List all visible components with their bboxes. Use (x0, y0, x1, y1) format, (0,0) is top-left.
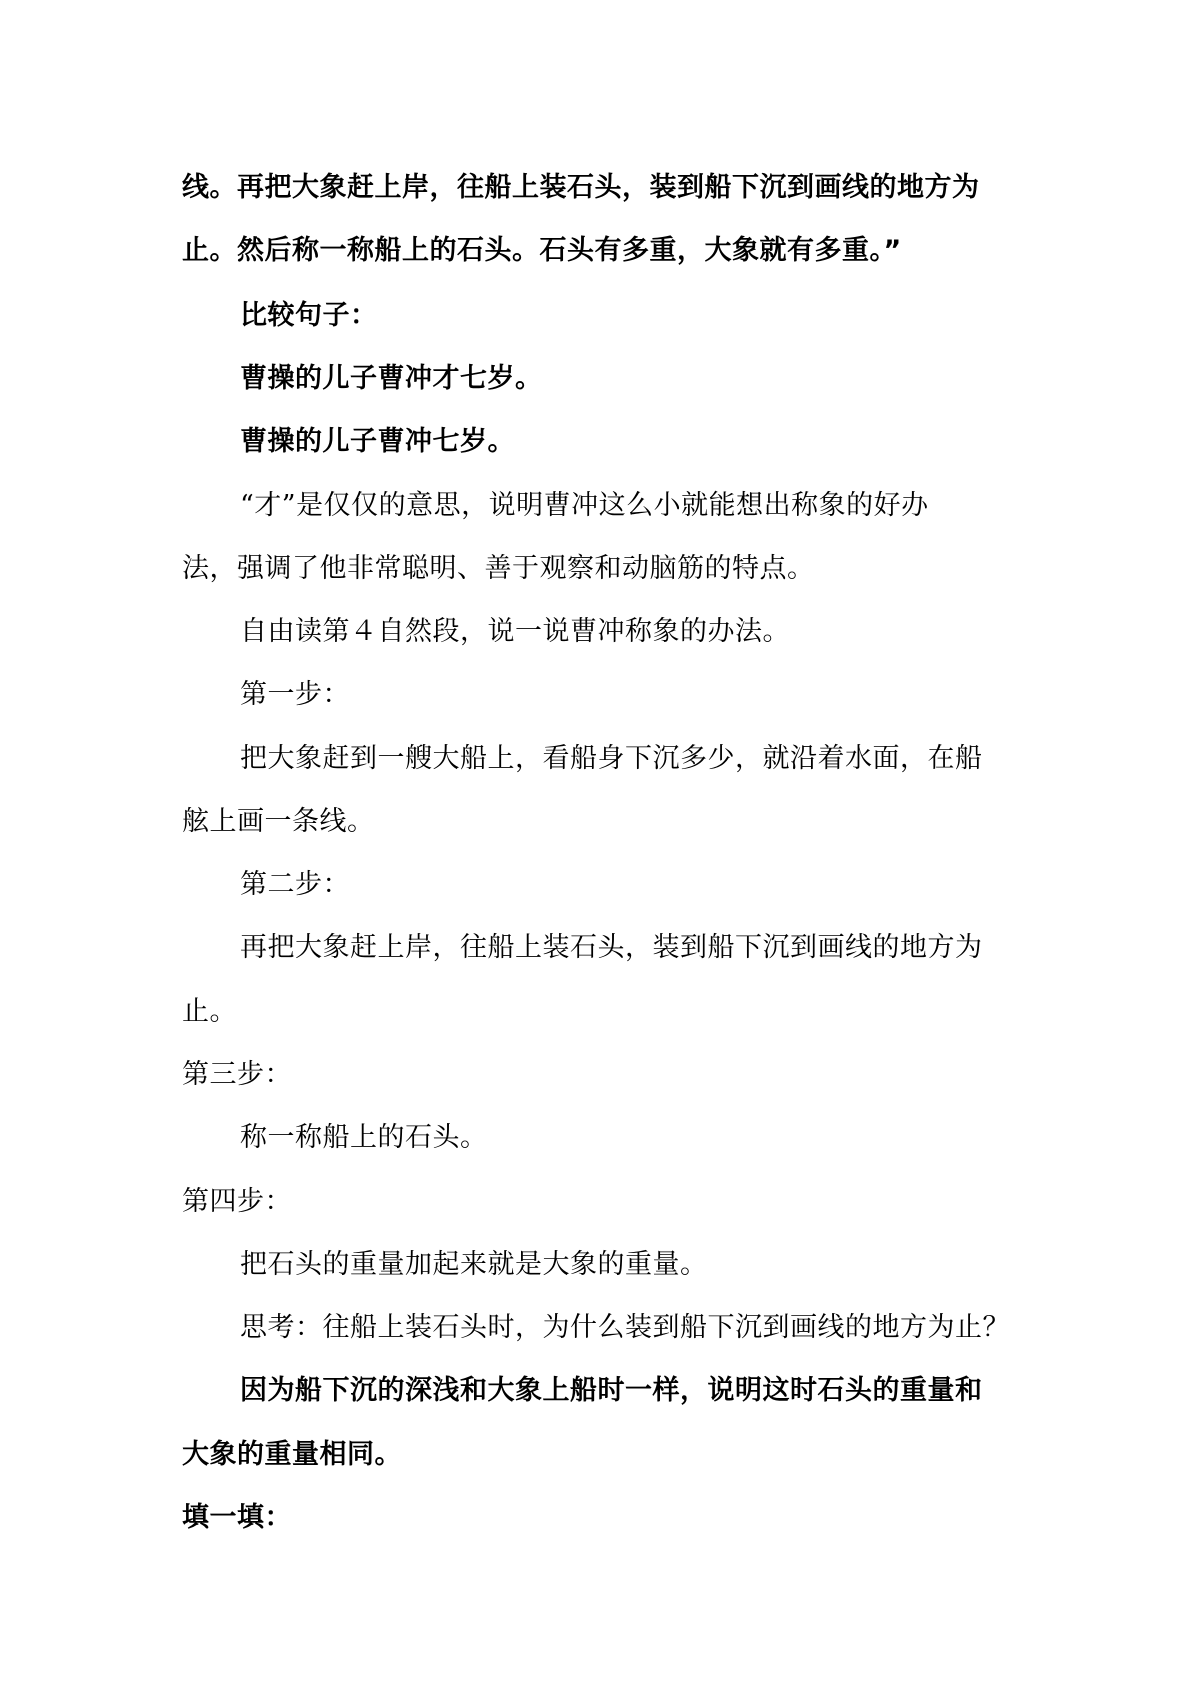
text-line-20: 因为船下沉的深浅和大象上船时一样，说明这时石头的重量和 (240, 1375, 983, 1406)
text-line-10: 把大象赶到一艘大船上，看船身下沉多少，就沿着水面，在船 (240, 743, 983, 774)
text-line-3: 比较句子： (240, 300, 378, 331)
text-line-4: 曹操的儿子曹冲才七岁。 (240, 363, 543, 394)
text-line-8: 自由读第４自然段，说一说曹冲称象的办法。 (240, 616, 790, 647)
text-line-16: 称一称船上的石头。 (240, 1122, 488, 1153)
text-line-18: 把石头的重量加起来就是大象的重量。 (240, 1249, 708, 1280)
text-line-21: 大象的重量相同。 (182, 1439, 402, 1470)
text-line-15: 第三步： (182, 1059, 292, 1090)
text-line-11: 舷上画一条线。 (182, 806, 375, 837)
text-line-6: “才”是仅仅的意思，说明曹冲这么小就能想出称象的好办 (240, 490, 929, 521)
text-line-19: 思考：往船上装石头时，为什么装到船下沉到画线的地方为止？ (240, 1312, 1010, 1343)
text-line-12: 第二步： (240, 869, 350, 900)
text-line-9: 第一步： (240, 679, 350, 710)
text-line-5: 曹操的儿子曹冲七岁。 (240, 426, 515, 457)
text-line-14: 止。 (182, 996, 237, 1027)
text-line-1: 线。再把大象赶上岸，往船上装石头，装到船下沉到画线的地方为 (182, 172, 980, 203)
text-line-13: 再把大象赶上岸，往船上装石头，装到船下沉到画线的地方为 (240, 932, 983, 963)
text-line-17: 第四步： (182, 1186, 292, 1217)
text-line-2: 止。然后称一称船上的石头。石头有多重，大象就有多重。” (182, 235, 902, 266)
text-line-22: 填一填： (182, 1502, 292, 1533)
text-line-7: 法，强调了他非常聪明、善于观察和动脑筋的特点。 (182, 553, 815, 584)
